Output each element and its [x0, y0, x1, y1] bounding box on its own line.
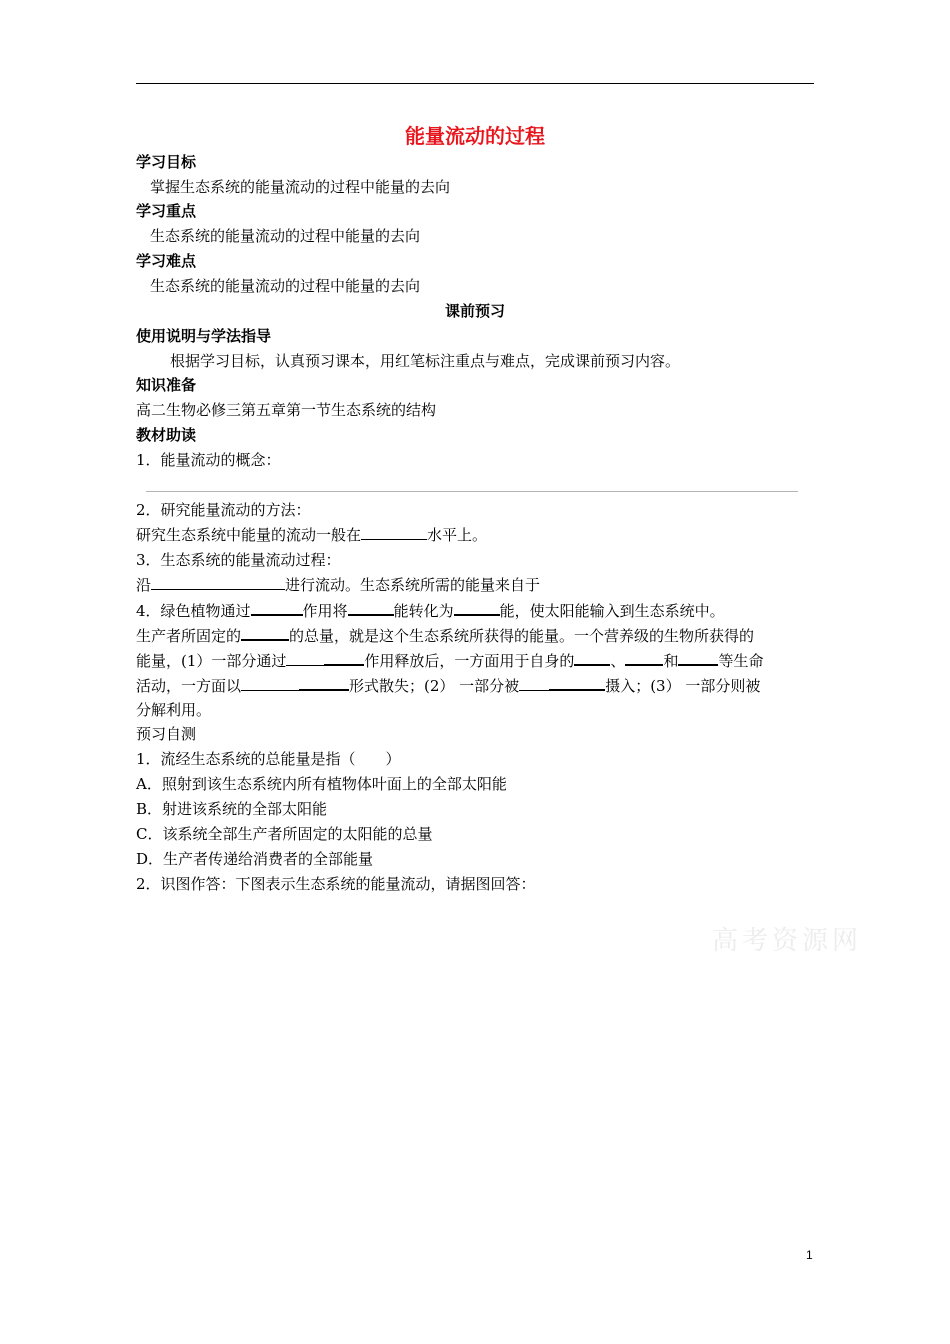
fill-blank[interactable] [241, 624, 289, 641]
fill-blank[interactable] [286, 650, 324, 666]
heading-goals: 学习目标 [136, 153, 197, 171]
text-span: 活动，一方面以 [136, 677, 242, 695]
fill-blank[interactable] [454, 599, 500, 616]
text-span: 进行流动。生态系统所需的能量来自于 [285, 576, 541, 594]
option-d[interactable]: D．生产者传递给消费者的全部能量 [136, 850, 374, 868]
fill-blank[interactable] [625, 649, 663, 666]
difficulties-text: 生态系统的能量流动的过程中能量的去向 [150, 277, 421, 295]
question-2-answer [136, 524, 816, 546]
text-span: 沿 [136, 576, 152, 594]
fill-blank[interactable] [678, 649, 718, 666]
paragraph-line-4: 分解利用。 [136, 701, 212, 719]
heading-preview: 课前预习 [444, 302, 505, 320]
option-a[interactable]: A．照射到该生态系统内所有植物体叶面上的全部太阳能 [136, 775, 507, 793]
heading-difficulties: 学习难点 [136, 252, 197, 270]
heading-self-test: 预习自测 [136, 725, 197, 743]
text-span: 形式散失；(2） 一部分被 [349, 677, 520, 695]
question-3-answer [136, 574, 816, 596]
fill-blank[interactable] [241, 675, 299, 691]
text-span: 能转化为 [393, 602, 454, 620]
test-question-1: 1．流经生态系统的总能量是指（ ） [136, 750, 401, 768]
text-span: 能量，(1）一部分通过 [136, 652, 287, 670]
watermark: 高考资源网 [712, 926, 863, 956]
fill-blank[interactable] [549, 674, 605, 691]
question-1: 1．能量流动的概念： [136, 451, 281, 469]
heading-textbook-reading: 教材助读 [136, 426, 197, 444]
knowledge-prep-text: 高二生物必修三第五章第一节生态系统的结构 [136, 401, 437, 419]
text-span: 摄入；(3） 一部分则被 [605, 677, 761, 695]
text-span: 作用释放后，一方面用于自身的 [364, 652, 575, 670]
text-span: 等生命 [718, 652, 764, 670]
text-span: 水平上。 [427, 526, 488, 544]
text-span: 研究生态系统中能量的流动一般在 [136, 526, 362, 544]
question-3: 3．生态系统的能量流动过程： [136, 551, 341, 569]
goals-text: 掌握生态系统的能量流动的过程中能量的去向 [150, 178, 451, 196]
fill-blank[interactable] [251, 599, 303, 616]
paragraph-line-1 [136, 624, 816, 646]
fill-blank[interactable] [519, 675, 549, 691]
paragraph-line-2 [136, 649, 816, 671]
paragraph-line-3 [136, 674, 816, 696]
question-4 [136, 599, 816, 621]
fill-blank[interactable] [361, 524, 427, 540]
heading-key-points: 学习重点 [136, 202, 197, 220]
heading-knowledge-prep: 知识准备 [136, 376, 197, 394]
test-question-2: 2．识图作答：下图表示生态系统的能量流动，请据图回答： [136, 875, 536, 893]
header-rule [136, 83, 814, 84]
option-c[interactable]: C．该系统全部生产者所固定的太阳能的总量 [136, 825, 433, 843]
guide-text: 根据学习目标，认真预习课本，用红笔标注重点与难点，完成课前预习内容。 [170, 352, 681, 370]
text-span: 、 [610, 652, 626, 670]
text-span: 能，使太阳能输入到生态系统中。 [499, 602, 725, 620]
text-span: 和 [663, 652, 679, 670]
option-b[interactable]: B．射进该系统的全部太阳能 [136, 800, 328, 818]
heading-guide: 使用说明与学法指导 [136, 327, 272, 345]
fill-blank[interactable] [151, 574, 285, 590]
page-number: 1 [806, 1248, 813, 1262]
key-points-text: 生态系统的能量流动的过程中能量的去向 [150, 227, 421, 245]
text-span: 4．绿色植物通过 [136, 602, 251, 620]
text-span: 作用将 [302, 602, 348, 620]
page-title: 能量流动的过程 [405, 124, 545, 148]
fill-blank[interactable] [574, 649, 610, 666]
text-span: 生产者所固定的 [136, 627, 242, 645]
fill-blank[interactable] [324, 649, 364, 666]
answer-line[interactable] [146, 491, 798, 492]
question-2: 2．研究能量流动的方法： [136, 501, 311, 519]
text-span: 的总量，就是这个生态系统所获得的能量。一个营养级的生物所获得的 [289, 627, 755, 645]
fill-blank[interactable] [299, 674, 349, 691]
fill-blank[interactable] [348, 599, 394, 616]
